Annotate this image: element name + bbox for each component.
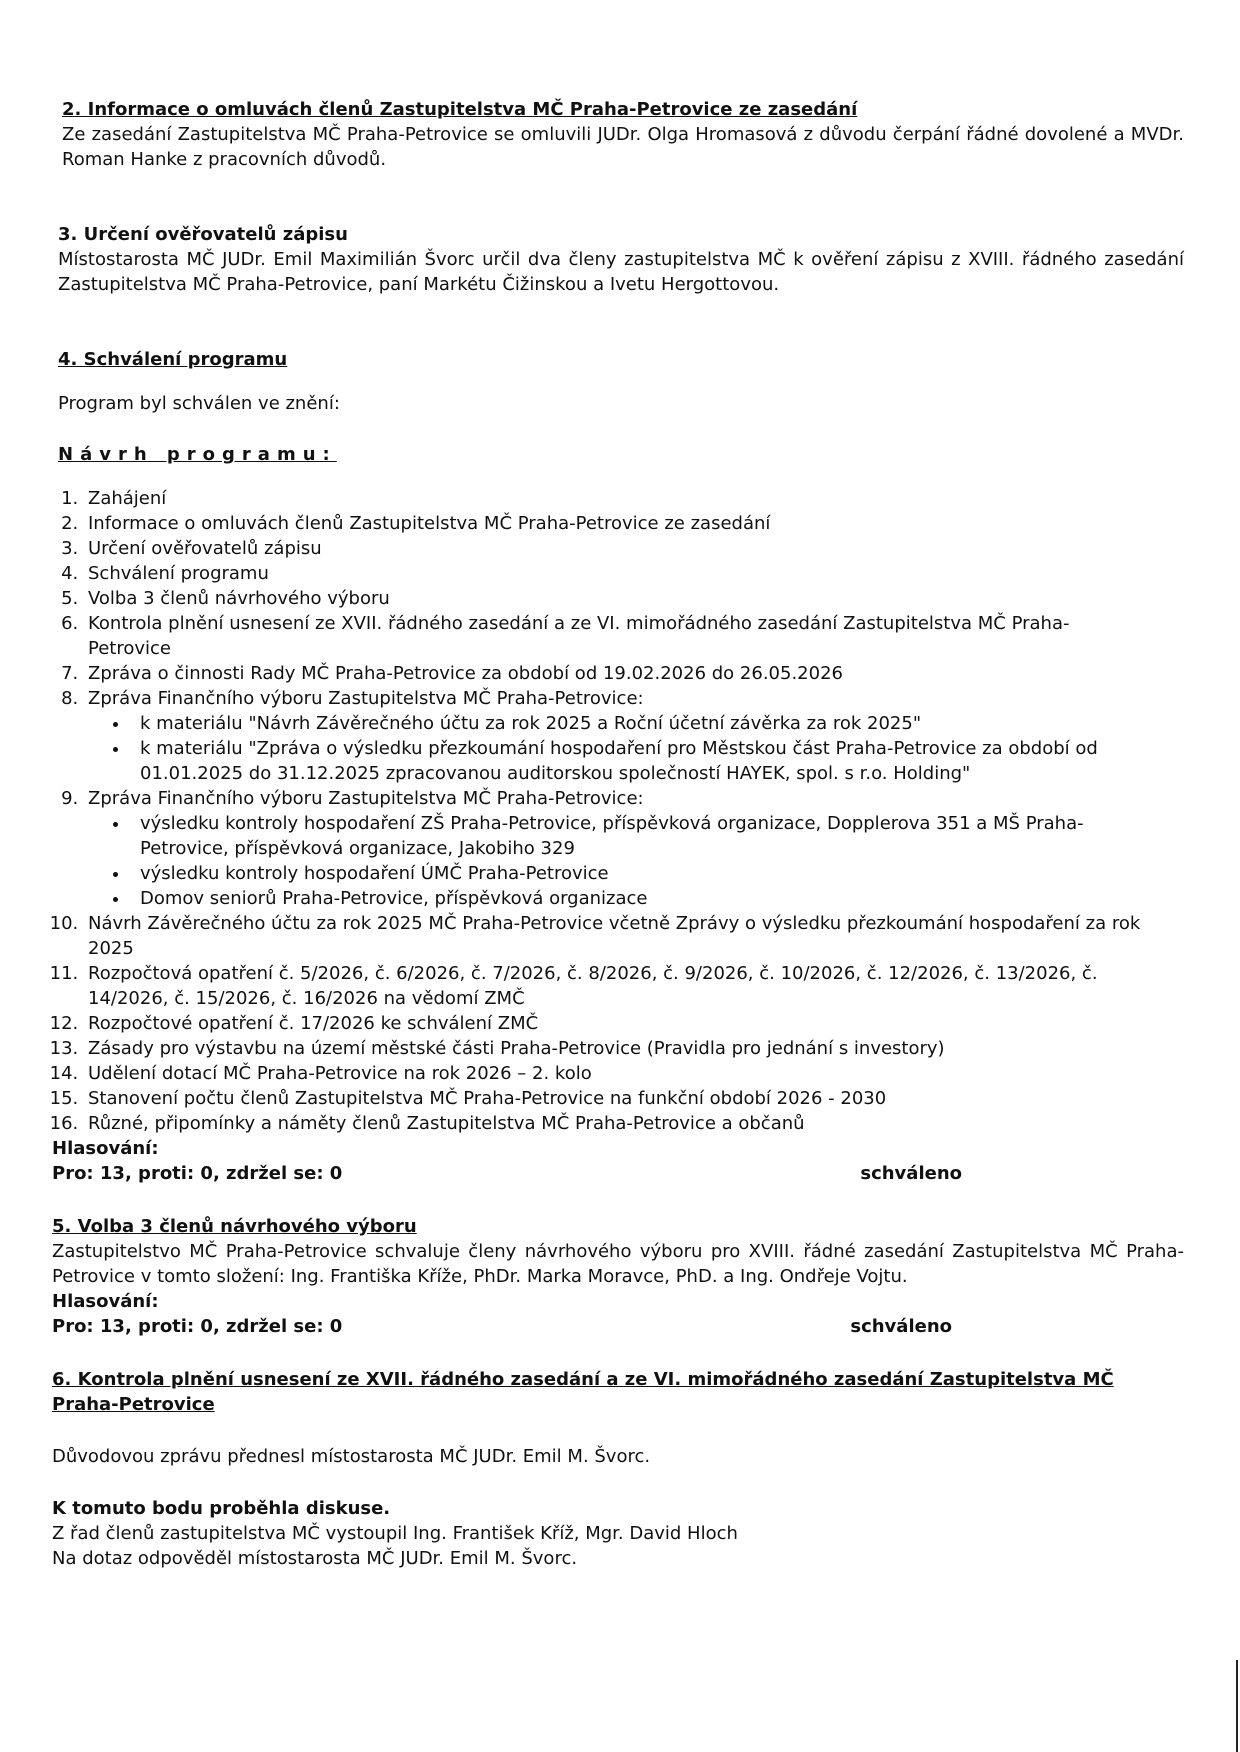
program-item [84, 1111, 1142, 1136]
discussion-heading: K tomuto bodu proběhla diskuse. [52, 1498, 391, 1519]
program-item [84, 961, 1142, 1011]
section-6 [52, 1367, 1184, 1417]
section-4-vote-counts: Pro: 13, proti: 0, zdržel se: 0 [52, 1163, 343, 1184]
section-5-title: 5. Volba 3 členů návrhového výboru [52, 1216, 417, 1237]
program-item [84, 686, 1142, 786]
program-list-container [52, 486, 1142, 1186]
section-4-vote-label: Hlasování: [52, 1138, 159, 1159]
section-4-heading: 4. Schválení programu [58, 349, 288, 370]
section-3-text: Místostarosta MČ JUDr. Emil Maximilián Švorc určil dva členy zastupitelstva MČ k ověření zápisu z XVIII. řádného zasedání Zastupitelstva MČ Praha-Petrovice, paní Markétu Čižinskou a Ivetu Hergottovou. [58, 249, 1184, 295]
program-item-text: Zpráva Finančního výboru Zastupitelstva MČ Praha-Petrovice: [88, 788, 644, 809]
program-item-text: Stanovení počtu členů Zastupitelstva MČ Praha-Petrovice na funkční období 2026 - 2030 [88, 1088, 887, 1109]
program-subitem: • Domov seniorů Praha-Petrovice, příspěvková organizace [130, 886, 1142, 911]
program-item [84, 561, 1142, 586]
program-item-text: Zpráva Finančního výboru Zastupitelstva MČ Praha-Petrovice: [88, 688, 644, 709]
section-5-vote-result: schváleno [850, 1316, 952, 1337]
program-item [84, 586, 1142, 611]
section-5 [52, 1214, 1184, 1339]
section-4-title [58, 347, 1184, 372]
program-item-text: Volba 3 členů návrhového výboru [88, 588, 390, 609]
program-subitem: • výsledku kontroly hospodaření ZŠ Praha-Petrovice, příspěvková organizace, Dopplerova 351 a MŠ Praha-Petrovice, příspěvková organizace, Jakobiho 329 [130, 811, 1142, 861]
program-item-text: Schválení programu [88, 563, 269, 584]
program-heading [58, 442, 337, 467]
program-heading-text: Návrh programu: [58, 444, 337, 465]
program-intro: Program byl schválen ve znění: [58, 393, 340, 414]
program-item [84, 611, 1142, 661]
program-item-text: Informace o omluvách členů Zastupitelstva MČ Praha-Petrovice ze zasedání [88, 513, 771, 534]
program-item [84, 511, 1142, 536]
program-item [84, 1061, 1142, 1086]
section-6-title: 6. Kontrola plnění usnesení ze XVII. řádného zasedání a ze VI. mimořádného zasedání Zastupitelstva MČ Praha-Petrovice [52, 1369, 1114, 1415]
section-2-text: Ze zasedání Zastupitelstva MČ Praha-Petrovice se omluvili JUDr. Olga Hromasová z důvodu čerpání řádné dovolené a MVDr. Roman Hanke z pracovních důvodů. [62, 124, 1184, 170]
section-4-vote-line [52, 1161, 962, 1186]
program-item [84, 1011, 1142, 1036]
scan-edge-line [1236, 1660, 1238, 1752]
program-subitem: • k materiálu "Návrh Závěrečného účtu za rok 2025 a Roční účetní závěrka za rok 2025" [130, 711, 1142, 736]
program-item-text: Rozpočtová opatření č. 5/2026, č. 6/2026, č. 7/2026, č. 8/2026, č. 9/2026, č. 10/2026, č. 12/2026, č. 13/2026, č. 14/2026, č. 15/2026, č. 16/2026 na vědomí ZMČ [88, 963, 1098, 1009]
section-6-text: Důvodovou zprávu přednesl místostarosta MČ JUDr. Emil M. Švorc. [52, 1446, 651, 1467]
section-3 [58, 222, 1184, 297]
section-2-title: 2. Informace o omluvách členů Zastupitelstva MČ Praha-Petrovice ze zasedání [62, 99, 858, 120]
section-4-vote-result: schváleno [860, 1163, 962, 1184]
section-5-vote-label: Hlasování: [52, 1291, 159, 1312]
section-6-discussion [52, 1496, 1184, 1571]
program-item-text: Zpráva o činnosti Rady MČ Praha-Petrovice za období od 19.02.2026 do 26.05.2026 [88, 663, 843, 684]
section-5-vote-line [52, 1314, 952, 1339]
discussion-line-2: Na dotaz odpověděl místostarosta MČ JUDr. Emil M. Švorc. [52, 1548, 578, 1569]
section-5-text: Zastupitelstvo MČ Praha-Petrovice schvaluje členy návrhového výboru pro XVIII. řádné zasedání Zastupitelstva MČ Praha-Petrovice v tomto složení: Ing. Františka Kříže, PhDr. Marka Moravce, PhD. a Ing. Ondřeje Vojtu. [52, 1241, 1184, 1287]
program-item-text: Určení ověřovatelů zápisu [88, 538, 322, 559]
program-item-text: Udělení dotací MČ Praha-Petrovice na rok 2026 – 2. kolo [88, 1063, 592, 1084]
program-item [84, 1036, 1142, 1061]
program-item [84, 536, 1142, 561]
program-sublist [88, 711, 1142, 786]
section-5-vote-counts: Pro: 13, proti: 0, zdržel se: 0 [52, 1316, 343, 1337]
program-item-text: Zásady pro výstavbu na území městské části Praha-Petrovice (Pravidla pro jednání s investory) [88, 1038, 945, 1059]
discussion-line-1: Z řad členů zastupitelstva MČ vystoupil Ing. František Kříž, Mgr. David Hloch [52, 1523, 738, 1544]
program-sublist [88, 811, 1142, 911]
program-subitem: • výsledku kontroly hospodaření ÚMČ Praha-Petrovice [130, 861, 1142, 886]
program-item-text: Rozpočtové opatření č. 17/2026 ke schválení ZMČ [88, 1013, 539, 1034]
program-item-text: Návrh Závěrečného účtu za rok 2025 MČ Praha-Petrovice včetně Zprávy o výsledku přezkoumání hospodaření za rok 2025 [88, 913, 1141, 959]
program-subitem: • k materiálu "Zpráva o výsledku přezkoumání hospodaření pro Městskou část Praha-Petrovice za období od 01.01.2025 do 31.12.2025 zpracovanou auditorskou společností HAYEK, spol. s r.o. Holding" [130, 736, 1142, 786]
section-2 [62, 97, 1184, 172]
program-item [84, 911, 1142, 961]
program-item [84, 661, 1142, 686]
program-item [84, 1086, 1142, 1111]
program-item [84, 786, 1142, 911]
section-3-title: 3. Určení ověřovatelů zápisu [58, 224, 348, 245]
program-list [52, 486, 1142, 1136]
program-item [84, 486, 1142, 511]
program-item-text: Různé, připomínky a náměty členů Zastupitelstva MČ Praha-Petrovice a občanů [88, 1113, 805, 1134]
program-item-text: Kontrola plnění usnesení ze XVII. řádného zasedání a ze VI. mimořádného zasedání Zastupitelstva MČ Praha-Petrovice [88, 613, 1070, 659]
program-item-text: Zahájení [88, 488, 167, 509]
